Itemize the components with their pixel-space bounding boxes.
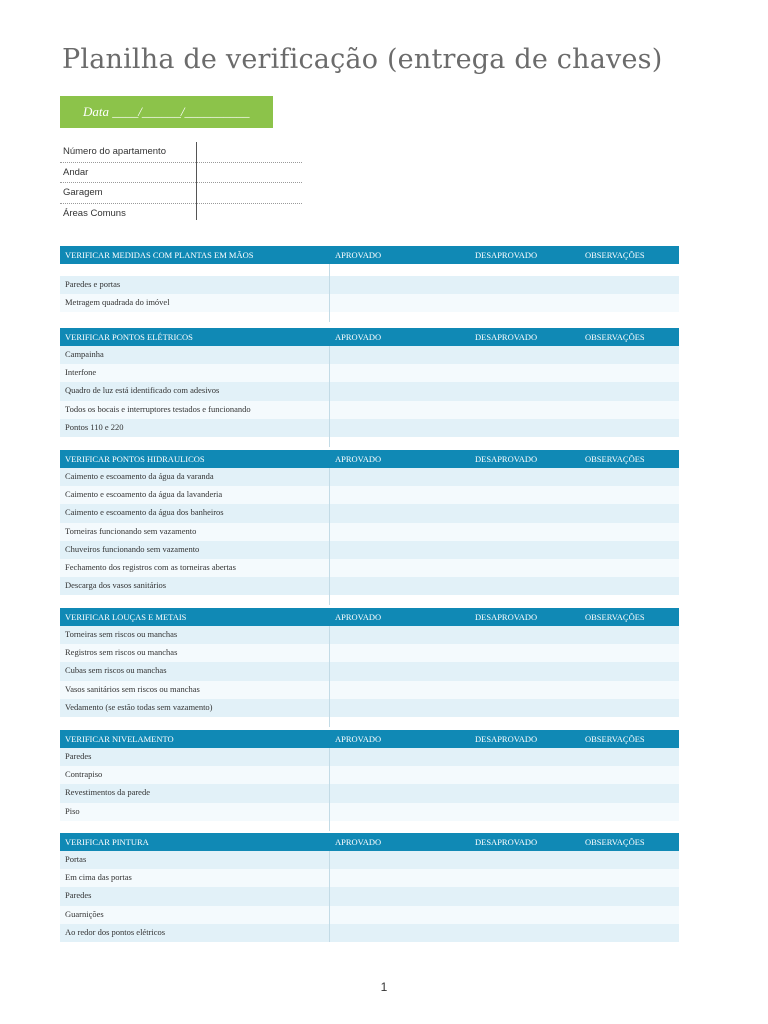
table-row xyxy=(60,887,679,905)
table-row xyxy=(60,869,679,887)
check-item-label: Caimento e escoamento da água da varanda xyxy=(60,468,330,486)
check-item-label: Campainha xyxy=(60,346,330,364)
check-item-label: Vedamento (se estão todas sem vazamento) xyxy=(60,699,330,717)
check-item-label: Portas xyxy=(60,851,330,869)
date-box: Data ____/______/__________ xyxy=(60,96,273,128)
table-row xyxy=(60,681,679,699)
column-aprovado: APROVADO xyxy=(335,332,382,342)
section-spacer xyxy=(60,717,679,727)
checklist-section xyxy=(60,608,679,727)
table-row xyxy=(60,803,679,821)
table-row xyxy=(60,644,679,662)
section-header xyxy=(60,246,679,264)
check-item-cell[interactable] xyxy=(330,662,679,680)
check-item-cell[interactable] xyxy=(330,887,679,905)
check-item-cell[interactable] xyxy=(330,851,679,869)
check-item-cell[interactable] xyxy=(330,468,679,486)
info-field-floor: Andar xyxy=(60,163,302,184)
table-row xyxy=(60,382,679,400)
table-row xyxy=(60,662,679,680)
section-header xyxy=(60,608,679,626)
check-item-label: Contrapiso xyxy=(60,766,330,784)
check-item-label: Em cima das portas xyxy=(60,869,330,887)
table-row xyxy=(60,276,679,294)
table-row xyxy=(60,748,679,766)
check-item-cell[interactable] xyxy=(330,869,679,887)
table-row xyxy=(60,504,679,522)
section-header xyxy=(60,450,679,468)
check-item-cell[interactable] xyxy=(330,924,679,942)
column-aprovado: APROVADO xyxy=(335,250,382,260)
column-desaprovado: DESAPROVADO xyxy=(475,250,538,260)
checklist-section xyxy=(60,730,679,831)
column-observacoes: OBSERVAÇÕES xyxy=(585,734,645,744)
column-aprovado: APROVADO xyxy=(335,612,382,622)
section-spacer xyxy=(60,821,679,831)
table-row xyxy=(60,346,679,364)
check-item-label: Piso xyxy=(60,803,330,821)
check-item-label: Cubas sem riscos ou manchas xyxy=(60,662,330,680)
check-item-label: Descarga dos vasos sanitários xyxy=(60,577,330,595)
check-item-cell[interactable] xyxy=(330,401,679,419)
checklist-section xyxy=(60,328,679,447)
checklist-section xyxy=(60,833,679,942)
table-row xyxy=(60,906,679,924)
info-field-common-areas: Áreas Comuns xyxy=(63,207,126,219)
section-title: VERIFICAR PINTURA xyxy=(65,837,149,847)
table-row xyxy=(60,486,679,504)
check-item-label: Ao redor dos pontos elétricos xyxy=(60,924,330,942)
check-item-label: Paredes xyxy=(60,748,330,766)
check-item-cell[interactable] xyxy=(330,699,679,717)
table-row xyxy=(60,559,679,577)
check-item-cell[interactable] xyxy=(330,486,679,504)
table-row xyxy=(60,364,679,382)
check-item-cell[interactable] xyxy=(330,346,679,364)
check-item-label: Vasos sanitários sem riscos ou manchas xyxy=(60,681,330,699)
check-item-label: Interfone xyxy=(60,364,330,382)
check-item-cell[interactable] xyxy=(330,626,679,644)
check-item-cell[interactable] xyxy=(330,382,679,400)
column-desaprovado: DESAPROVADO xyxy=(475,454,538,464)
table-row xyxy=(60,626,679,644)
info-field-garage: Garagem xyxy=(60,183,302,204)
check-item-label: Torneiras sem riscos ou manchas xyxy=(60,626,330,644)
check-item-cell[interactable] xyxy=(330,276,679,294)
info-field-apartment: Número do apartamento xyxy=(60,142,302,163)
section-title: VERIFICAR MEDIDAS COM PLANTAS EM MÃOS xyxy=(65,250,254,260)
check-item-cell[interactable] xyxy=(330,906,679,924)
check-item-cell[interactable] xyxy=(330,504,679,522)
column-desaprovado: DESAPROVADO xyxy=(475,734,538,744)
check-item-cell[interactable] xyxy=(330,803,679,821)
check-item-label: Metragem quadrada do imóvel xyxy=(60,294,330,312)
section-title: VERIFICAR PONTOS HIDRAULICOS xyxy=(65,454,205,464)
page-number: 1 xyxy=(380,980,388,994)
checklist-section xyxy=(60,246,679,322)
table-row xyxy=(60,784,679,802)
section-header xyxy=(60,328,679,346)
table-row xyxy=(60,577,679,595)
column-desaprovado: DESAPROVADO xyxy=(475,332,538,342)
check-item-cell[interactable] xyxy=(330,644,679,662)
table-row xyxy=(60,419,679,437)
column-observacoes: OBSERVAÇÕES xyxy=(585,612,645,622)
column-aprovado: APROVADO xyxy=(335,734,382,744)
check-item-label: Registros sem riscos ou manchas xyxy=(60,644,330,662)
table-row xyxy=(60,523,679,541)
section-spacer xyxy=(60,595,679,605)
check-item-label: Quadro de luz está identificado com adesivos xyxy=(60,382,330,400)
check-item-cell[interactable] xyxy=(330,523,679,541)
check-item-label: Guarnições xyxy=(60,906,330,924)
column-desaprovado: DESAPROVADO xyxy=(475,612,538,622)
section-title: VERIFICAR PONTOS ELÉTRICOS xyxy=(65,332,193,342)
table-row xyxy=(60,401,679,419)
check-item-label: Paredes xyxy=(60,887,330,905)
column-aprovado: APROVADO xyxy=(335,837,382,847)
table-row xyxy=(60,541,679,559)
check-item-label: Revestimentos da parede xyxy=(60,784,330,802)
section-title: VERIFICAR LOUÇAS E METAIS xyxy=(65,612,187,622)
table-row xyxy=(60,766,679,784)
check-item-label: Pontos 110 e 220 xyxy=(60,419,330,437)
check-item-label: Fechamento dos registros com as torneiras abertas xyxy=(60,559,330,577)
column-desaprovado: DESAPROVADO xyxy=(475,837,538,847)
check-item-cell[interactable] xyxy=(330,419,679,437)
check-item-cell[interactable] xyxy=(330,748,679,766)
section-header xyxy=(60,833,679,851)
table-row xyxy=(60,924,679,942)
check-item-cell[interactable] xyxy=(330,364,679,382)
table-row xyxy=(60,294,679,312)
table-row xyxy=(60,851,679,869)
section-spacer xyxy=(60,437,679,447)
section-spacer xyxy=(60,264,679,276)
column-observacoes: OBSERVAÇÕES xyxy=(585,332,645,342)
section-header xyxy=(60,730,679,748)
column-observacoes: OBSERVAÇÕES xyxy=(585,837,645,847)
column-observacoes: OBSERVAÇÕES xyxy=(585,250,645,260)
check-item-cell[interactable] xyxy=(330,577,679,595)
table-row xyxy=(60,468,679,486)
checklist-section xyxy=(60,450,679,605)
check-item-label: Chuveiros funcionando sem vazamento xyxy=(60,541,330,559)
check-item-cell[interactable] xyxy=(330,294,679,312)
check-item-label: Caimento e escoamento da água dos banheiros xyxy=(60,504,330,522)
check-item-label: Caimento e escoamento da água da lavanderia xyxy=(60,486,330,504)
check-item-label: Todos os bocais e interruptores testados e funcionando xyxy=(60,401,330,419)
check-item-cell[interactable] xyxy=(330,784,679,802)
column-observacoes: OBSERVAÇÕES xyxy=(585,454,645,464)
check-item-cell[interactable] xyxy=(330,559,679,577)
section-title: VERIFICAR NIVELAMENTO xyxy=(65,734,174,744)
info-fields xyxy=(60,142,302,223)
section-spacer xyxy=(60,312,679,322)
page-title: Planilha de verificação (entrega de chaves) xyxy=(62,44,663,75)
check-item-cell[interactable] xyxy=(330,541,679,559)
table-row xyxy=(60,699,679,717)
column-aprovado: APROVADO xyxy=(335,454,382,464)
check-item-cell[interactable] xyxy=(330,681,679,699)
check-item-cell[interactable] xyxy=(330,766,679,784)
check-item-label: Torneiras funcionando sem vazamento xyxy=(60,523,330,541)
check-item-label: Paredes e portas xyxy=(60,276,330,294)
